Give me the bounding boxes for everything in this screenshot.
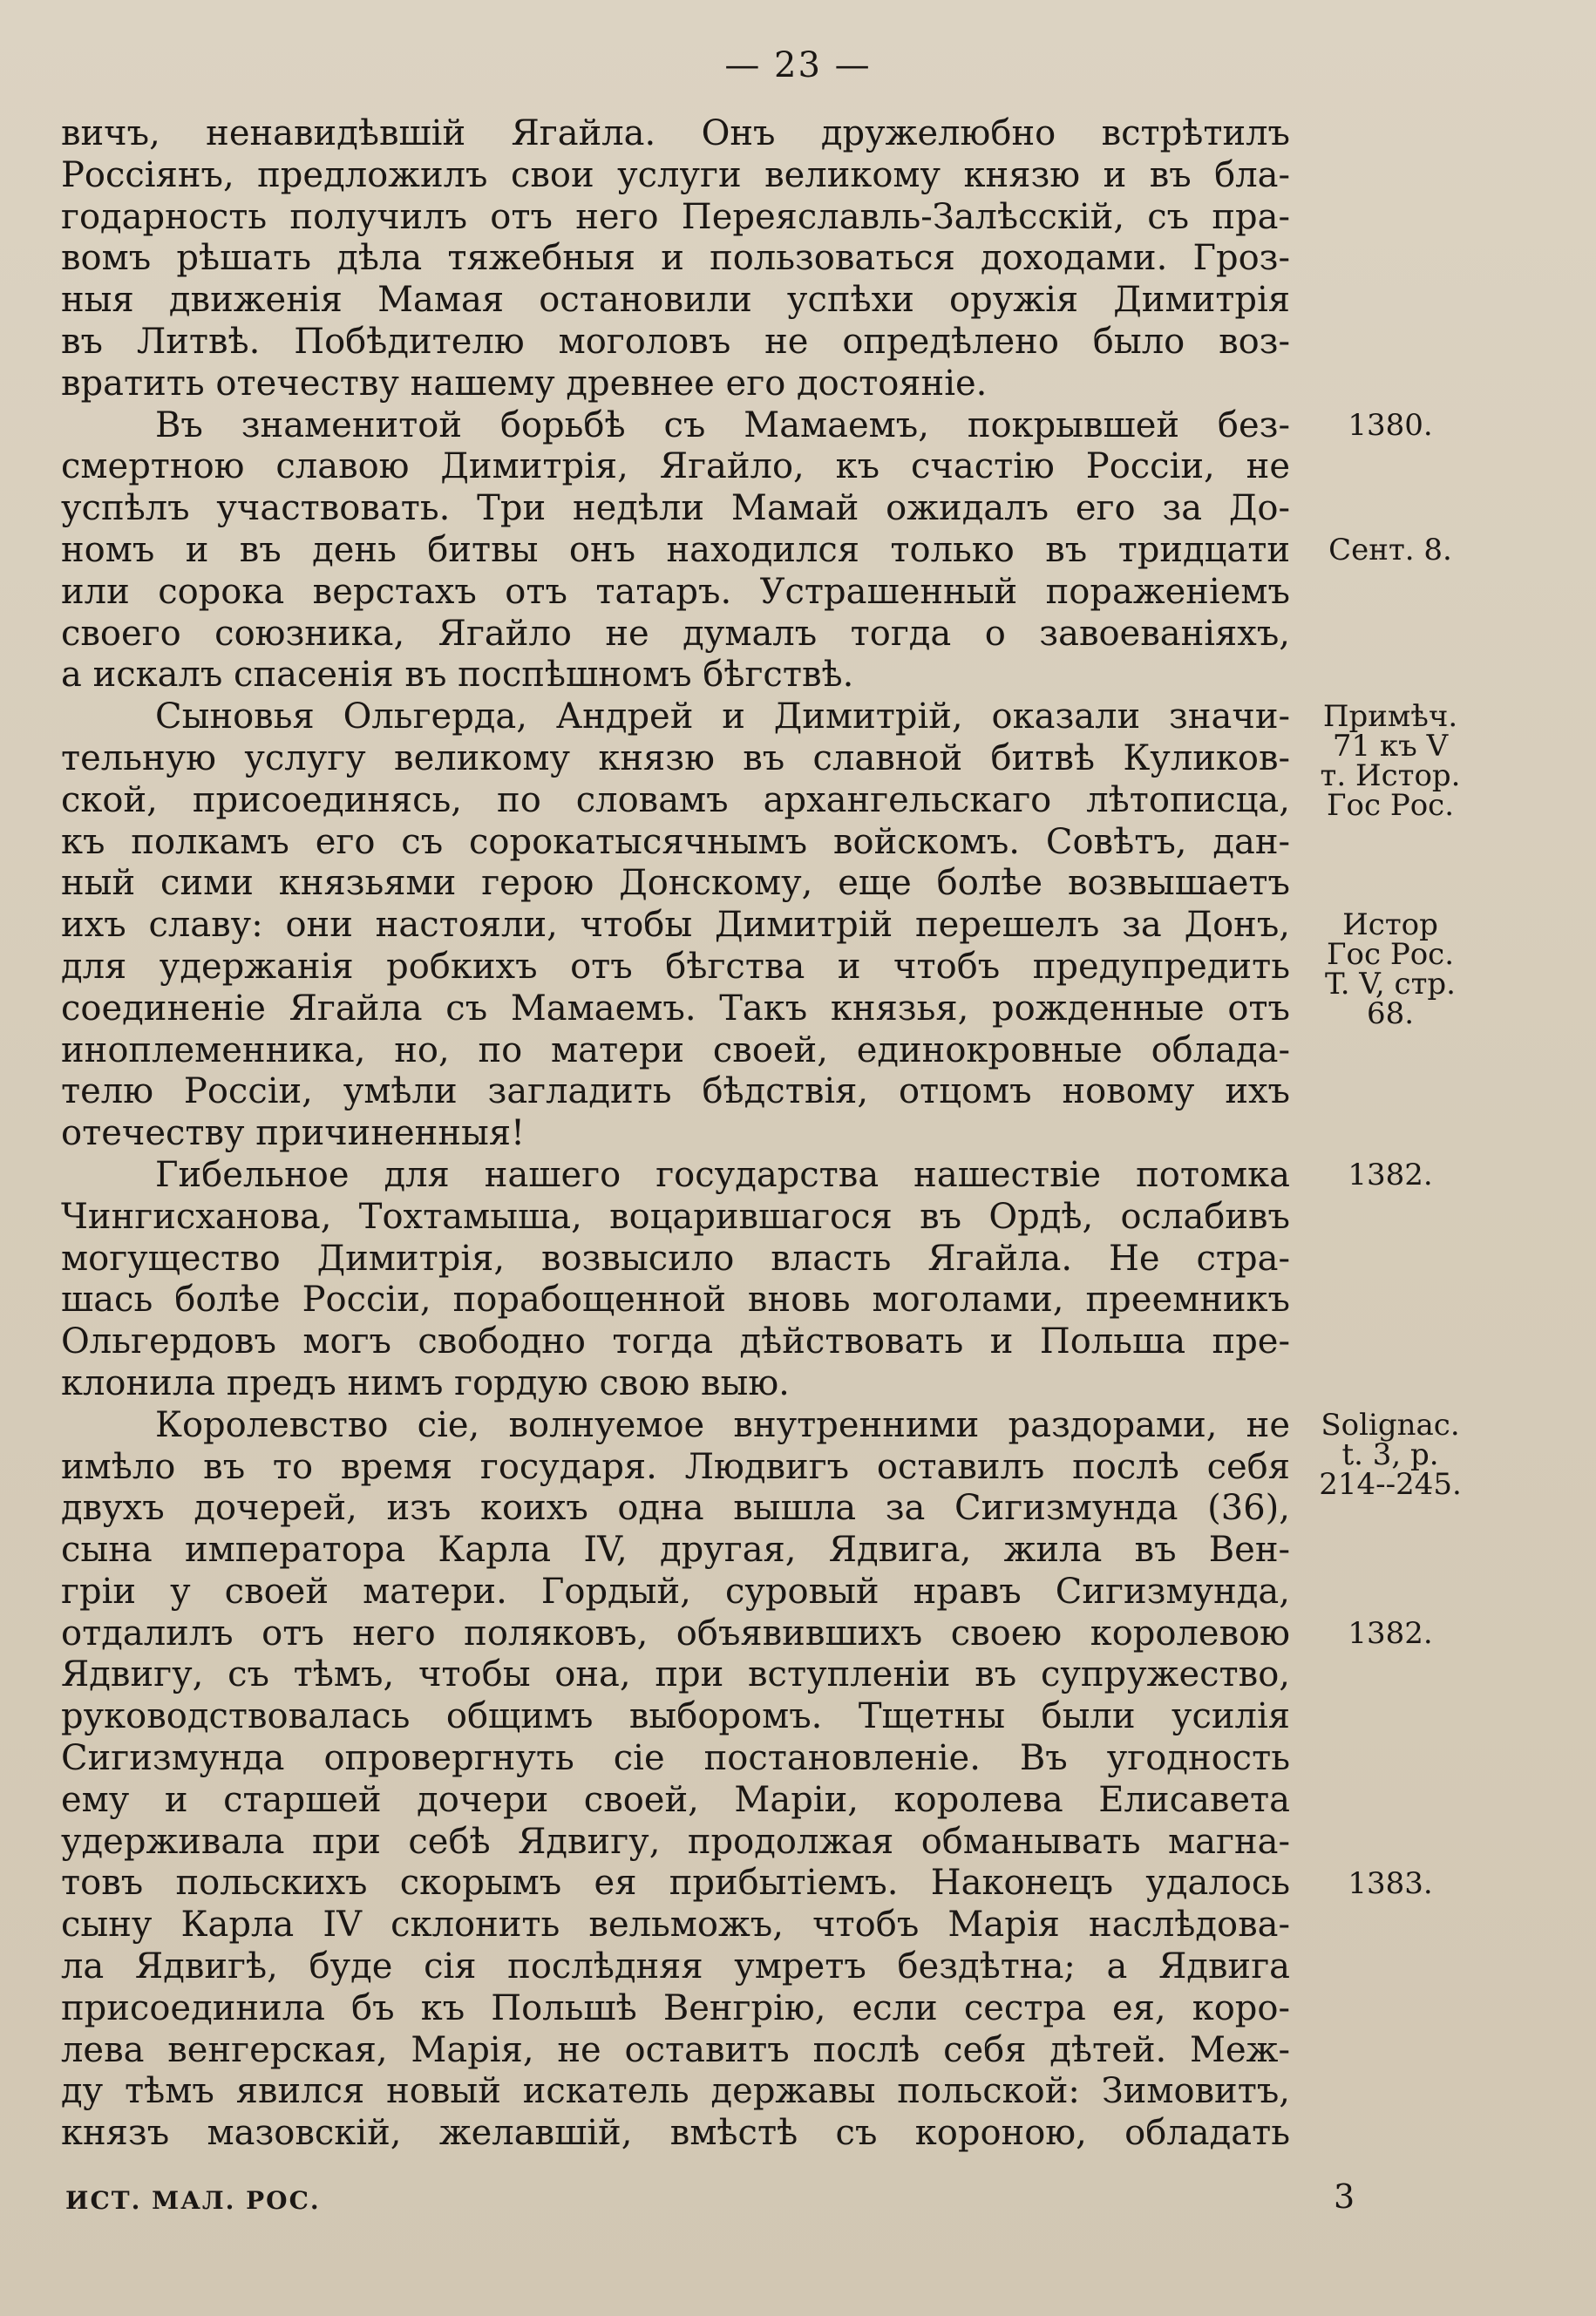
text-line: товъ польскихъ скорымъ ея прибытіемъ. Наконецъ удалось [61,1863,1290,1904]
margin-note-line: 71 къ V [1332,729,1449,764]
text-line: ныя движенія Мамая остановили успѣхи оружія Димитрія [61,280,1290,321]
margin-note-line: 214--245. [1319,1466,1462,1502]
text-line: телю Россіи, умѣли загладить бѣдствія, отцомъ новому ихъ [61,1071,1290,1112]
text-line: клонила предъ нимъ гордую свою выю. [61,1362,790,1403]
text-line: Въ знаменитой борьбѣ съ Мамаемъ, покрывшей без- [155,404,1290,445]
margin-note [1303,1615,1477,1651]
text-line: вомъ рѣшать дѣла тяжебныя и пользоваться доходами. Гроз- [61,238,1290,279]
margin-note-line: Гос Рос. [1326,937,1455,973]
margin-note-line: Solignac. [1321,1407,1460,1443]
text-line: удерживала при себѣ Ядвигу, продолжая обманывать магна- [61,1821,1290,1862]
margin-note-line: Примѣч. [1322,699,1458,735]
text-line: а искалъ спасенія въ поспѣшномъ бѣгствѣ. [61,655,854,696]
footer-sheet-number: 3 [1334,2177,1355,2216]
text-line: номъ и въ день битвы онъ находился только въ тридцати [61,529,1290,570]
text-line: ный сими князьями герою Донскому, еще болѣе возвышаетъ [61,863,1290,904]
text-line: смертною славою Димитрія, Ягайло, къ счастію Россіи, не [61,446,1290,487]
text-line: къ полкамъ его съ сорокатысячнымъ войскомъ. Совѣтъ, дан- [61,821,1290,862]
text-line: ему и старшей дочери своей, Маріи, королева Елисавета [61,1779,1290,1820]
margin-note [1303,1160,1477,1190]
text-line: лева венгерская, Марія, не оставитъ послѣ себя дѣтей. Меж- [61,2029,1290,2070]
text-line: Сигизмунда опровергнуть сіе постановленіе. Въ угодность [61,1738,1290,1779]
margin-note [1303,907,1477,1032]
text-line: годарность получилъ отъ него Переяславль-Залѣсскій, съ пра- [61,196,1290,237]
text-line: ской, присоединясь, по словамъ архангельскаго лѣтописца, [61,779,1290,820]
body-text [61,113,1290,2155]
text-line: Чингисханова, Тохтамыша, воцарившагося въ Ордѣ, ослабивъ [61,1196,1290,1237]
text-line: Гибельное для нашего государства нашествіе потомка [155,1154,1290,1195]
text-line: Сыновья Ольгерда, Андрей и Димитрій, оказали значи- [155,696,1290,737]
margin-note-line: 1383. [1348,1865,1433,1901]
page-number: — 23 — [724,45,872,85]
text-line: вратить отечеству нашему древнее его достояніе. [61,363,988,404]
text-line: отдалилъ отъ него поляковъ, объявившихъ своею королевою [61,1613,1290,1654]
text-line: ду тѣмъ явился новый искатель державы польской: Зимовитъ, [61,2071,1290,2112]
text-line: гріи у своей матери. Гордый, суровый нравъ Сигизмунда, [61,1571,1290,1612]
text-line: въ Литвѣ. Побѣдителю моголовъ не опредѣлено было воз- [61,321,1290,362]
margin-note-line: 1380. [1348,407,1433,443]
text-line: сыну Карла IV склонить вельможъ, чтобъ Марія наслѣдова- [61,1905,1290,1946]
margin-note-line: 68. [1366,996,1415,1032]
text-line: ихъ славу: они настояли, чтобы Димитрій перешелъ за Донъ, [61,905,1290,946]
text-line: для удержанія робкихъ отъ бѣгства и чтобъ предупредить [61,946,1290,987]
text-line: сына императора Карла IV, другая, Ядвига, жила въ Вен- [61,1530,1290,1571]
text-line: присоединила бъ къ Польшѣ Венгрію, если сестра ея, коро- [61,1987,1290,2028]
text-line: шась болѣе Россіи, порабощенной вновь моголами, преемникъ [61,1280,1290,1321]
text-line: иноплеменника, но, по матери своей, единокровные облада- [61,1029,1290,1070]
margin-note [1303,535,1477,565]
text-line: отечеству причиненныя! [61,1113,526,1154]
margin-note-line: Гос Рос. [1326,788,1455,824]
text-line: Королевство сіе, волнуемое внутренними раздорами, не [155,1404,1290,1445]
text-line: соединеніе Ягайла съ Мамаемъ. Такъ князья, рожденные отъ [61,988,1290,1029]
text-line: успѣлъ участвовать. Три недѣли Мамай ожидалъ его за До- [61,488,1290,529]
footer-signature: ИСТ. МАЛ. РОС. [65,2186,321,2215]
text-line: князъ мазовскій, желавшій, вмѣстѣ съ короною, обладать [61,2113,1290,2154]
text-line: Россіянъ, предложилъ свои услуги великому князю и въ бла- [61,154,1290,195]
text-line: имѣло въ то время государя. Людвигъ оставилъ послѣ себя [61,1446,1290,1487]
margin-note-line: Истор [1342,907,1438,943]
text-line: руководствовалась общимъ выборомъ. Тщетны были усилія [61,1696,1290,1737]
margin-note-line: 1382. [1348,1158,1433,1192]
text-line: тельную услугу великому князю въ славной битвѣ Куликов- [61,737,1290,778]
margin-note-line: T. V, стр. [1325,967,1456,1002]
margin-note [1303,1407,1477,1502]
text-line: или сорока верстахъ отъ татаръ. Устрашенный пораженіемъ [61,571,1290,612]
margin-note [1303,407,1477,443]
text-line: Ядвигу, съ тѣмъ, чтобы она, при вступленіи въ супружество, [61,1654,1290,1695]
margin-note [1303,699,1477,824]
margin-note [1303,1865,1477,1901]
text-line: могущество Димитрія, возвысило власть Ягайла. Не стра- [61,1238,1290,1279]
text-line: двухъ дочерей, изъ коихъ одна вышла за Сигизмунда (36), [61,1488,1290,1529]
margin-note-line: Сент. 8. [1328,533,1452,567]
text-line: ла Ядвигѣ, буде сія послѣдняя умретъ бездѣтна; а Ядвига [61,1946,1290,1987]
text-line: Ольгердовъ могъ свободно тогда дѣйствовать и Польша пре- [61,1321,1290,1362]
margin-note-line: 1382. [1348,1615,1433,1651]
margin-note-line: т. Истор. [1320,758,1461,794]
text-line: вичъ, ненавидѣвшій Ягайла. Онъ дружелюбно встрѣтилъ [61,113,1290,153]
margin-note-line: t. 3, p. [1341,1436,1439,1472]
text-line: своего союзника, Ягайло не думалъ тогда о завоеваніяхъ, [61,613,1290,654]
